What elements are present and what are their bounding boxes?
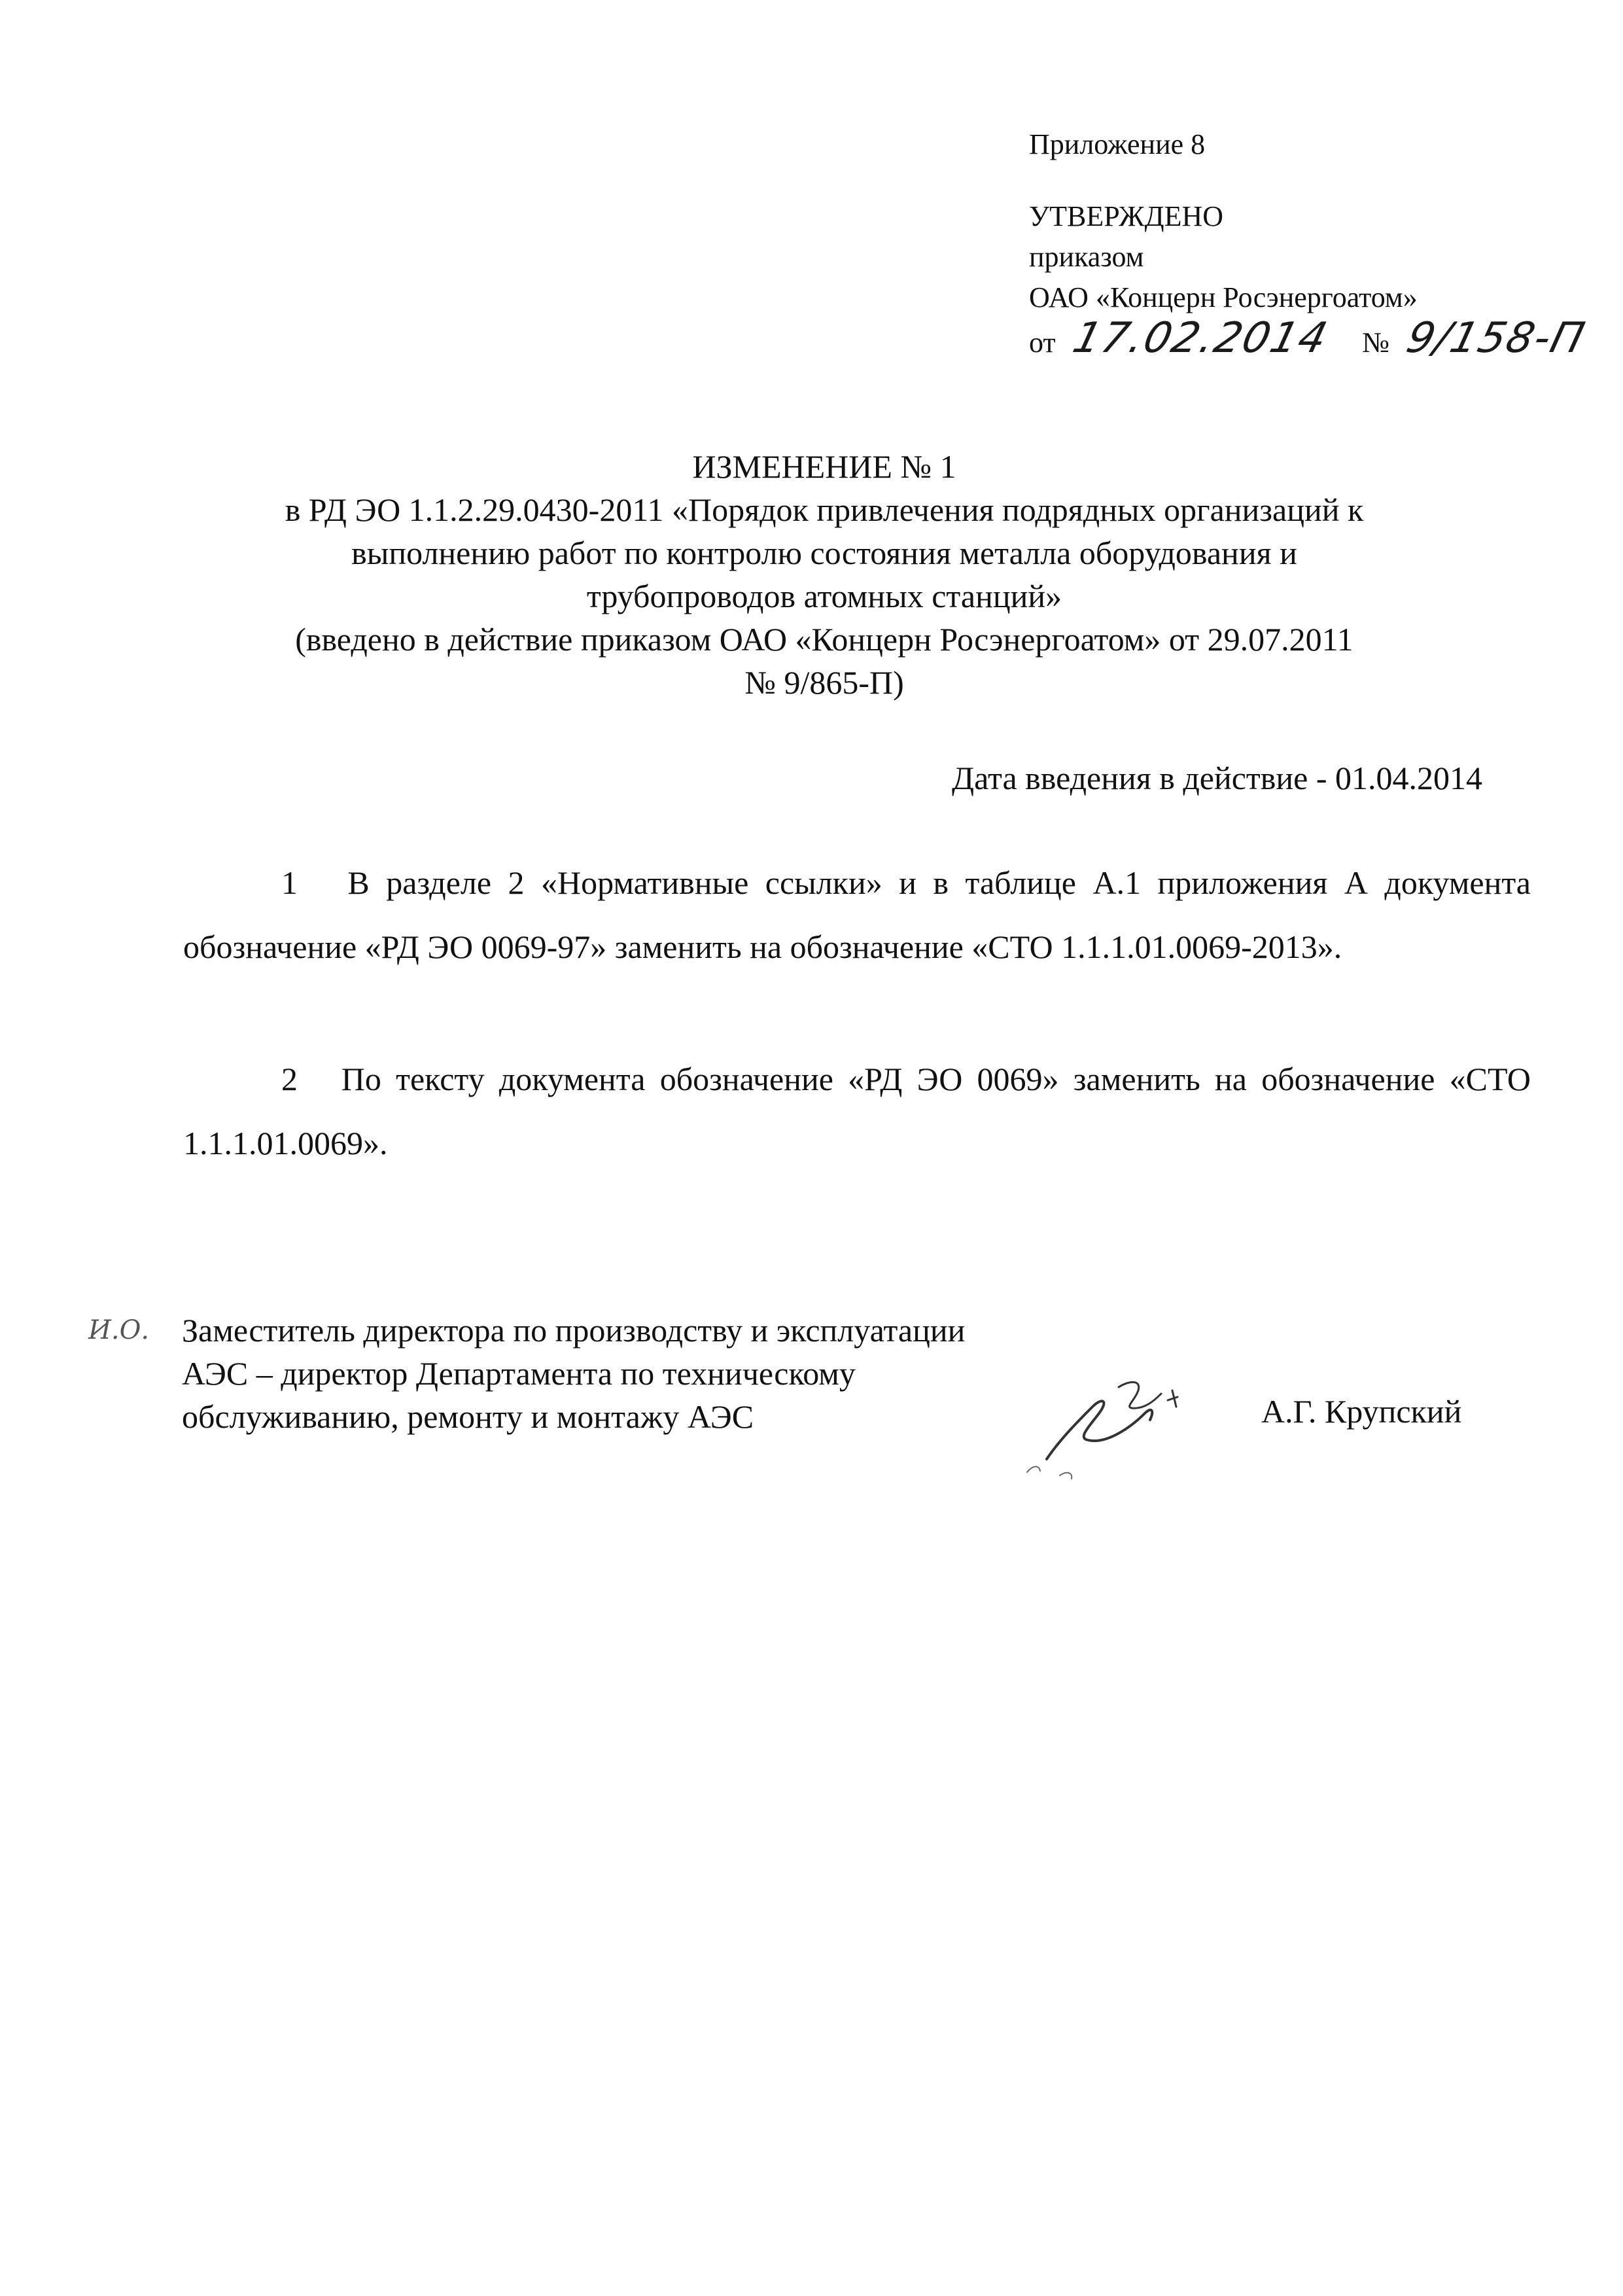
change-item-number: 2 xyxy=(281,1061,298,1097)
from-label: от xyxy=(1029,327,1056,359)
change-item-number: 1 xyxy=(281,864,298,901)
approval-block xyxy=(1029,124,1590,363)
position-line: АЭС – директор Департамента по техническому xyxy=(182,1355,856,1392)
by-order-label: приказом xyxy=(1029,241,1144,273)
title-line: выполнению работ по контролю состояния металла оборудования и xyxy=(351,535,1297,571)
change-item-text: В разделе 2 «Нормативные ссылки» и в таблице А.1 приложения А документа обозначение «РД ЭО 0069-97» заменить на обозначение «СТО 1.1.1.01.0069-2013». xyxy=(183,864,1531,965)
number-label: № xyxy=(1362,327,1390,359)
appendix-label: Приложение 8 xyxy=(1029,128,1206,160)
signatory-position xyxy=(182,1309,965,1438)
title-line: в РД ЭО 1.1.2.29.0430-2011 «Порядок привлечения подрядных организаций к xyxy=(285,491,1364,528)
position-line: Заместитель директора по производству и эксплуатации xyxy=(182,1312,966,1349)
title-line: (введено в действие приказом ОАО «Концерн Росэнергоатом» от 29.07.2011 xyxy=(295,621,1353,658)
title-line: трубопроводов атомных станций» xyxy=(586,578,1062,614)
handwritten-signature xyxy=(1021,1361,1230,1492)
handwritten-order-number: 9/158-П xyxy=(1401,314,1590,362)
acting-initials-mark: И.О. xyxy=(88,1315,150,1345)
order-date-row xyxy=(1029,314,1590,363)
signatory-name: А.Г. Крупский xyxy=(1261,1393,1462,1430)
title-heading: ИЗМЕНЕНИЕ № 1 xyxy=(692,448,956,485)
handwritten-order-date: 17.02.2014 xyxy=(1068,314,1333,362)
change-item xyxy=(183,1047,1531,1175)
document-title xyxy=(183,445,1465,704)
title-line: № 9/865-П) xyxy=(744,664,904,701)
change-item-text: По тексту документа обозначение «РД ЭО 0069» заменить на обозначение «СТО 1.1.1.01.0069». xyxy=(183,1061,1531,1161)
approved-label: УТВЕРЖДЕНО xyxy=(1029,200,1224,232)
organization-name: ОАО «Концерн Росэнергоатом» xyxy=(1029,281,1418,313)
effective-date: Дата введения в действие - 01.04.2014 xyxy=(951,760,1482,796)
position-line: обслуживанию, ремонту и монтажу АЭС xyxy=(182,1398,754,1435)
change-item xyxy=(183,851,1531,979)
